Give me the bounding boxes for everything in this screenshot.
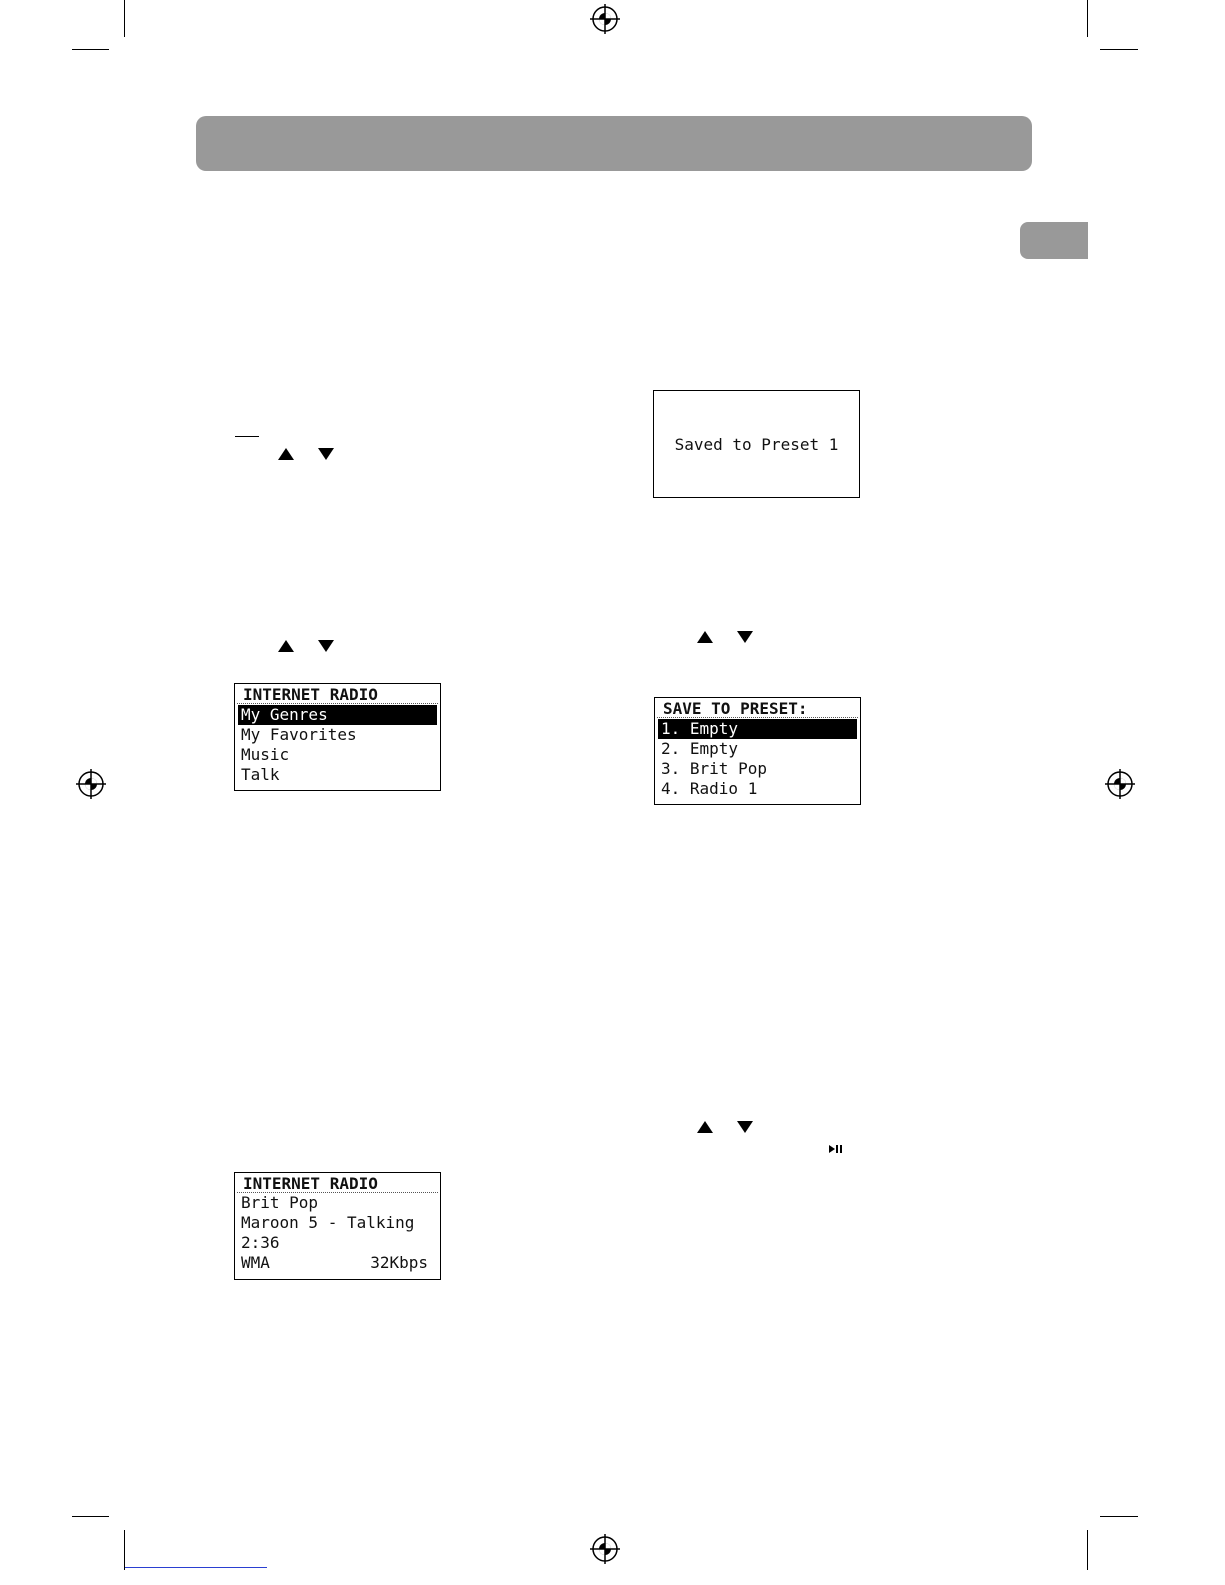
lcd-title: SAVE TO PRESET: [657, 698, 858, 718]
crop-mark [1087, 1530, 1088, 1570]
crop-mark [72, 1516, 109, 1517]
crop-mark [1087, 0, 1088, 37]
up-arrow-icon [697, 1121, 713, 1133]
play-time: 2:36 [241, 1233, 280, 1252]
preset-item[interactable]: 3. Brit Pop [661, 759, 767, 778]
crop-mark [124, 0, 125, 37]
up-down-arrows [697, 1119, 753, 1135]
preset-item[interactable]: 2. Empty [661, 739, 739, 758]
lcd-now-playing [234, 1172, 441, 1280]
crop-mark [1100, 49, 1138, 50]
footer-rule [125, 1567, 267, 1568]
track-info: Maroon 5 - Talking [241, 1213, 415, 1232]
crop-mark [124, 1530, 125, 1570]
lcd-internet-radio-menu [234, 683, 441, 791]
crop-mark [72, 49, 109, 50]
registration-mark-icon [590, 4, 620, 34]
lcd-title: INTERNET RADIO [237, 684, 438, 704]
down-arrow-icon [737, 631, 753, 643]
preset-item-selected[interactable]: 1. Empty [658, 719, 857, 739]
up-arrow-icon [278, 448, 294, 460]
registration-mark-icon [1105, 769, 1135, 799]
stream-info [235, 1253, 440, 1273]
up-arrow-icon [278, 640, 294, 652]
down-arrow-icon [737, 1121, 753, 1133]
down-arrow-icon [318, 448, 334, 460]
up-down-arrows [278, 446, 334, 462]
crop-mark [1100, 1516, 1138, 1517]
preset-item[interactable]: 4. Radio 1 [661, 779, 758, 798]
stream-format: WMA [241, 1253, 270, 1272]
stream-bitrate: 32Kbps [370, 1253, 428, 1272]
up-arrow-icon [697, 631, 713, 643]
lcd-save-to-preset [654, 697, 861, 805]
underline-mark [235, 436, 259, 437]
menu-item[interactable]: My Favorites [241, 725, 357, 744]
menu-item[interactable]: Music [241, 745, 290, 764]
section-tab [1020, 222, 1088, 259]
play-pause-icon [829, 1145, 842, 1153]
header-bar [196, 116, 1032, 171]
menu-item[interactable]: Talk [241, 765, 280, 784]
menu-item-selected[interactable]: My Genres [238, 705, 437, 725]
station-genre: Brit Pop [241, 1193, 319, 1212]
saved-message-text: Saved to Preset 1 [674, 434, 839, 454]
lcd-title: INTERNET RADIO [237, 1173, 438, 1193]
registration-mark-icon [590, 1534, 620, 1564]
down-arrow-icon [318, 640, 334, 652]
lcd-saved-message [653, 390, 860, 498]
registration-mark-icon [76, 769, 106, 799]
up-down-arrows [278, 638, 334, 654]
up-down-arrows [697, 629, 753, 645]
